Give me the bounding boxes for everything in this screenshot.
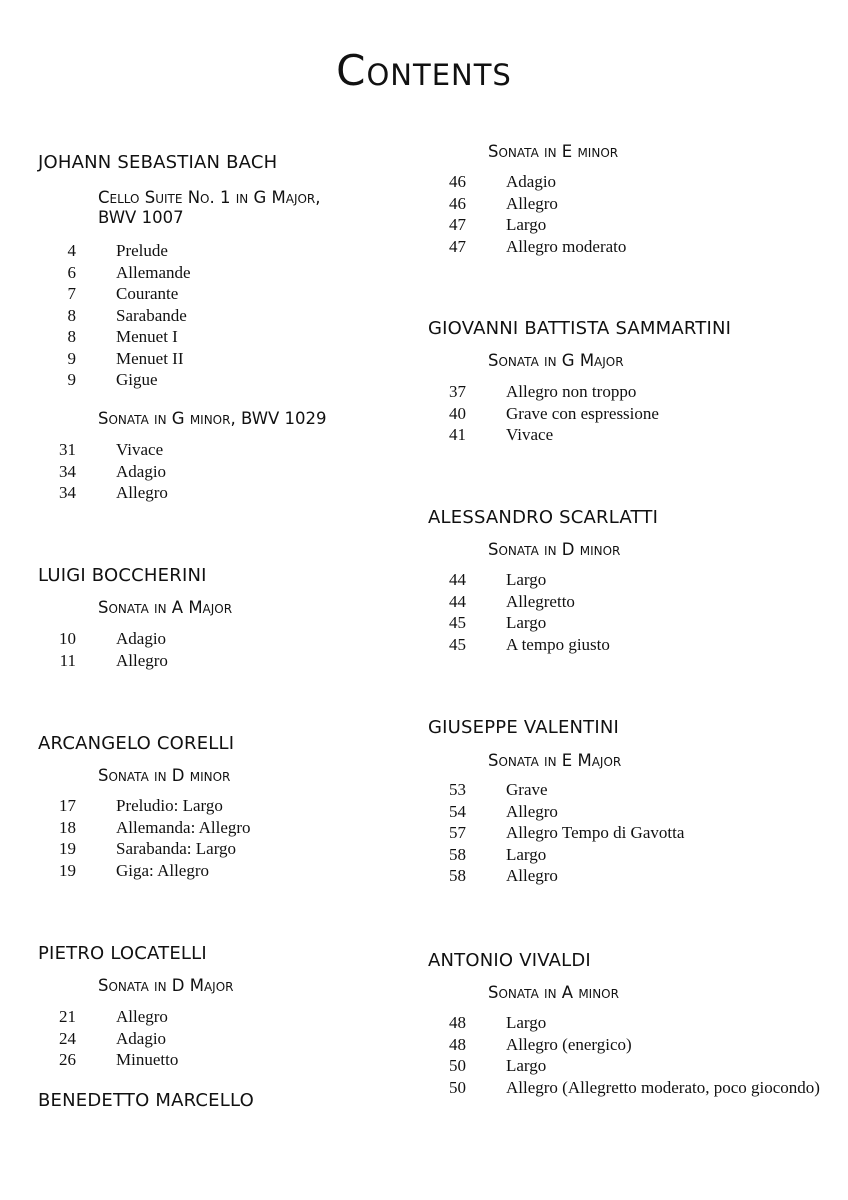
movement-entry[interactable] (428, 1012, 848, 1034)
composer-heading: GIUSEPPE VALENTINI (428, 717, 620, 738)
movement-name: Allemande (116, 262, 191, 282)
movement-entry[interactable] (428, 822, 848, 844)
movement-name: Largo (506, 1013, 547, 1032)
movement-name: Adagio (116, 461, 167, 481)
movement-entry[interactable] (428, 236, 848, 258)
work-title-line: Cello Suite No. 1 in G Major, (98, 188, 321, 207)
page-number: 45 (449, 613, 466, 632)
movement-entry[interactable] (428, 214, 848, 236)
movement-name: Minuetto (116, 1050, 179, 1069)
page-number: 34 (59, 461, 76, 481)
movement-name: Allegro Tempo di Gavotta (506, 823, 685, 842)
page-title: Contents (336, 46, 512, 95)
movement-entry[interactable] (428, 193, 848, 215)
movement-entry[interactable] (38, 1028, 428, 1050)
work-title (98, 409, 327, 429)
movement-entry[interactable] (38, 650, 428, 672)
work-title-line: Sonata in E minor (488, 142, 619, 161)
work-title (488, 751, 621, 771)
page-number: 10 (59, 629, 76, 648)
work-title-line: Sonata in A minor (488, 983, 619, 1002)
movement-entry[interactable] (428, 634, 848, 656)
page-number: 24 (59, 1028, 76, 1048)
movement-entry[interactable] (428, 801, 848, 823)
page-number: 44 (449, 591, 466, 611)
page-number: 17 (59, 796, 76, 815)
movement-entry[interactable] (38, 369, 428, 391)
work-title (488, 983, 619, 1003)
page-number: 57 (449, 823, 466, 842)
movement-name: A tempo giusto (506, 634, 610, 654)
page-number: 58 (449, 844, 466, 864)
movement-name: Grave con espressione (506, 403, 659, 423)
page-number: 46 (449, 193, 466, 213)
work-title (98, 188, 321, 228)
movement-entry[interactable] (38, 482, 428, 504)
page-number: 9 (67, 348, 76, 368)
movement-name: Allegro (energico) (506, 1034, 632, 1054)
work-title (98, 598, 232, 618)
movement-name: Adagio (116, 1028, 167, 1048)
movement-name: Allegro (506, 801, 558, 821)
movement-name: Allegro moderato (506, 236, 627, 256)
page-number: 18 (59, 817, 76, 837)
movement-entry[interactable] (38, 461, 428, 483)
page-number: 21 (59, 1007, 76, 1026)
page-number: 26 (59, 1050, 76, 1069)
composer-heading: ALESSANDRO SCARLATTI (428, 507, 659, 528)
work-title-line: Sonata in D minor (488, 540, 621, 559)
movement-entry[interactable] (38, 1006, 428, 1028)
movement-name: Allegro (506, 866, 558, 885)
page-number: 8 (67, 327, 76, 346)
page-number: 45 (449, 634, 466, 654)
page-number: 31 (59, 440, 76, 459)
composer-heading: ANTONIO VIVALDI (428, 950, 591, 971)
movement-name: Courante (116, 284, 179, 303)
movement-name: Prelude (116, 241, 168, 260)
work-title-line: Sonata in E Major (488, 751, 622, 770)
movement-name: Largo (506, 570, 547, 589)
page-number: 19 (59, 839, 76, 858)
work-title-line: BWV 1007 (98, 208, 184, 227)
page-number: 47 (449, 215, 466, 234)
movement-entry[interactable] (38, 348, 428, 370)
page-number: 48 (449, 1034, 466, 1054)
page-number: 41 (449, 425, 466, 444)
page-number: 37 (449, 382, 466, 401)
movement-entry[interactable] (428, 844, 848, 866)
movement-name: Allegro (116, 650, 168, 670)
page-number: 58 (449, 866, 466, 885)
movement-entry[interactable] (38, 305, 428, 327)
composer-heading: GIOVANNI BATTISTA SAMMARTINI (428, 318, 732, 339)
page-number: 9 (67, 370, 76, 389)
movement-name: Allegretto (506, 591, 575, 611)
movement-entry[interactable] (428, 865, 848, 887)
movement-name: Sarabande (116, 305, 187, 325)
movement-entry[interactable] (38, 240, 428, 262)
movement-name: Menuet I (116, 327, 178, 346)
page-number: 34 (59, 483, 76, 502)
movement-entry[interactable] (38, 628, 428, 650)
page-number: 54 (449, 801, 466, 821)
page-number: 46 (449, 172, 466, 191)
movement-entry[interactable] (38, 283, 428, 305)
movement-entry[interactable] (428, 381, 848, 403)
movement-name: Adagio (116, 629, 167, 648)
page-number: 40 (449, 403, 466, 423)
movement-name: Allegro (Allegretto moderato, poco giocondo) (506, 1077, 820, 1097)
work-title-line: Sonata in D minor (98, 766, 231, 785)
movement-entry[interactable] (428, 1055, 848, 1077)
movement-name: Allegro (506, 193, 558, 213)
work-title-line: Sonata in A Major (98, 598, 233, 617)
movement-entry[interactable] (428, 424, 848, 446)
movement-name: Largo (506, 613, 547, 632)
page-number: 4 (67, 241, 76, 260)
movement-name: Allemanda: Allegro (116, 817, 251, 837)
movement-name: Sarabanda: Largo (116, 839, 237, 858)
movement-name: Preludio: Largo (116, 796, 223, 815)
movement-name: Menuet II (116, 348, 184, 368)
page-number: 7 (67, 284, 76, 303)
work-title (98, 976, 234, 996)
page-number: 44 (449, 570, 466, 589)
movement-name: Vivace (116, 440, 164, 459)
work-title (488, 540, 620, 560)
movement-name: Vivace (506, 425, 554, 444)
movement-entry[interactable] (428, 779, 848, 801)
composer-heading: LUIGI BOCCHERINI (38, 565, 207, 586)
movement-entry[interactable] (38, 1049, 428, 1071)
page-number: 50 (449, 1056, 466, 1075)
movement-name: Allegro (116, 1007, 168, 1026)
movement-name: Largo (506, 844, 547, 864)
page-number: 50 (449, 1077, 466, 1097)
movement-name: Allegro non troppo (506, 382, 637, 401)
page-number: 8 (67, 305, 76, 325)
work-title-line: Sonata in D Major (98, 976, 234, 995)
page-number: 47 (449, 236, 466, 256)
composer-heading: JOHANN SEBASTIAN BACH (38, 152, 278, 173)
page-number: 19 (59, 860, 76, 880)
movement-entry[interactable] (38, 262, 428, 284)
movement-name: Largo (506, 1056, 547, 1075)
work-title (98, 766, 230, 786)
movement-entry[interactable] (428, 403, 848, 425)
movement-name: Grave (506, 780, 548, 799)
work-title-line: Sonata in G minor, BWV 1029 (98, 409, 327, 428)
work-title (488, 142, 618, 162)
page-number: 11 (59, 650, 76, 670)
movement-name: Gigue (116, 370, 158, 389)
movement-name: Allegro (116, 483, 168, 502)
movement-name: Largo (506, 215, 547, 234)
movement-entry[interactable] (38, 838, 428, 860)
movement-entry[interactable] (38, 817, 428, 839)
page-number: 53 (449, 780, 466, 799)
page-number: 48 (449, 1013, 466, 1032)
movement-entry[interactable] (428, 1077, 848, 1099)
movement-entry[interactable] (38, 439, 428, 461)
movement-entry[interactable] (428, 612, 848, 634)
work-title (488, 351, 624, 371)
movement-entry[interactable] (428, 591, 848, 613)
movement-entry[interactable] (38, 326, 428, 348)
movement-entry[interactable] (38, 860, 428, 882)
movement-entry[interactable] (428, 171, 848, 193)
movement-entry[interactable] (428, 1034, 848, 1056)
composer-heading: BENEDETTO MARCELLO (38, 1090, 254, 1111)
work-title-line: Sonata in G Major (488, 351, 624, 370)
page-number: 6 (67, 262, 76, 282)
movement-name: Giga: Allegro (116, 860, 210, 880)
movement-entry[interactable] (38, 795, 428, 817)
movement-entry[interactable] (428, 569, 848, 591)
movement-name: Adagio (506, 172, 557, 191)
composer-heading: PIETRO LOCATELLI (38, 943, 207, 964)
composer-heading: ARCANGELO CORELLI (38, 733, 235, 754)
